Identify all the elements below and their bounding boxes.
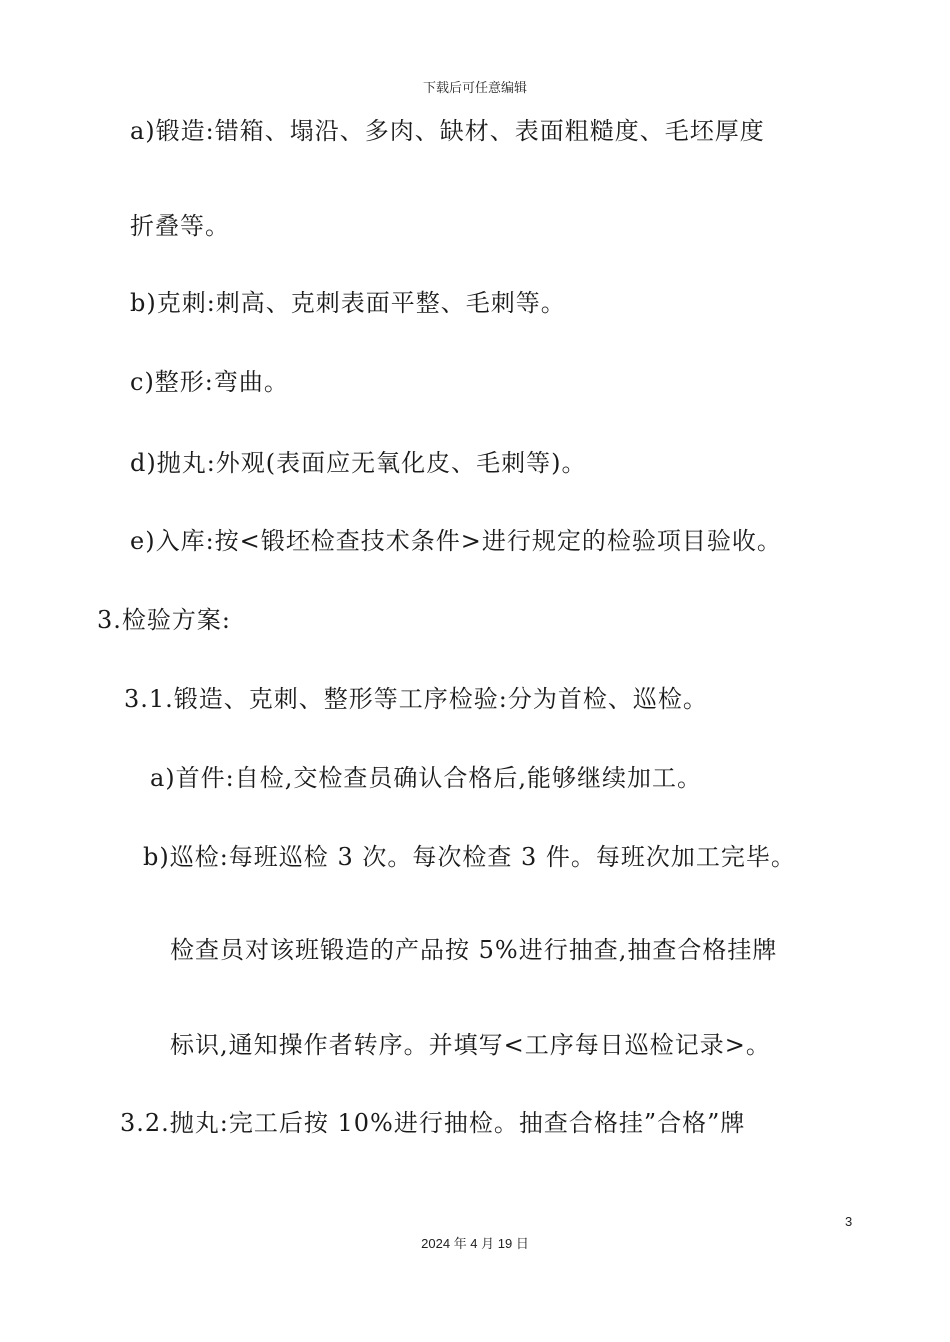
patrol-inspection-continuation-2: 标识,通知操作者转序。并填写<工序每日巡检记录>。 bbox=[170, 1031, 771, 1059]
patrol-inspection-continuation-1: 检查员对该班锻造的产品按 5%进行抽查,抽查合格挂牌 bbox=[170, 936, 778, 964]
page-header: 下载后可任意编辑 bbox=[422, 81, 527, 96]
forging-defects-line: a)锻造:错箱、塌沿、多肉、缺材、表面粗糙度、毛坯厚度 bbox=[130, 117, 765, 145]
inspection-plan-heading: 3.检验方案: bbox=[97, 606, 231, 634]
shot-blasting-defects-line: d)抛丸:外观(表面应无氧化皮、毛刺等)。 bbox=[130, 449, 587, 477]
forging-defects-continuation: 折叠等。 bbox=[130, 212, 230, 240]
section-3-1-heading: 3.1.锻造、克刺、整形等工序检验:分为首检、巡检。 bbox=[124, 685, 708, 713]
patrol-inspection-line: b)巡检:每班巡检 3 次。每次检查 3 件。每班次加工完毕。 bbox=[143, 843, 796, 871]
page-footer-date: 2024 年 4 月 19 日 bbox=[421, 1236, 529, 1251]
shaping-defects-line: c)整形:弯曲。 bbox=[130, 368, 289, 396]
warehousing-line: e)入库:按<锻坯检查技术条件>进行规定的检验项目验收。 bbox=[130, 527, 782, 555]
section-3-2-heading: 3.2.抛丸:完工后按 10%进行抽检。抽查合格挂”合格”牌 bbox=[120, 1109, 746, 1137]
first-piece-line: a)首件:自检,交检查员确认合格后,能够继续加工。 bbox=[150, 764, 703, 792]
trimming-defects-line: b)克刺:刺高、克刺表面平整、毛刺等。 bbox=[130, 289, 566, 317]
page-number: 3 bbox=[845, 1214, 853, 1229]
